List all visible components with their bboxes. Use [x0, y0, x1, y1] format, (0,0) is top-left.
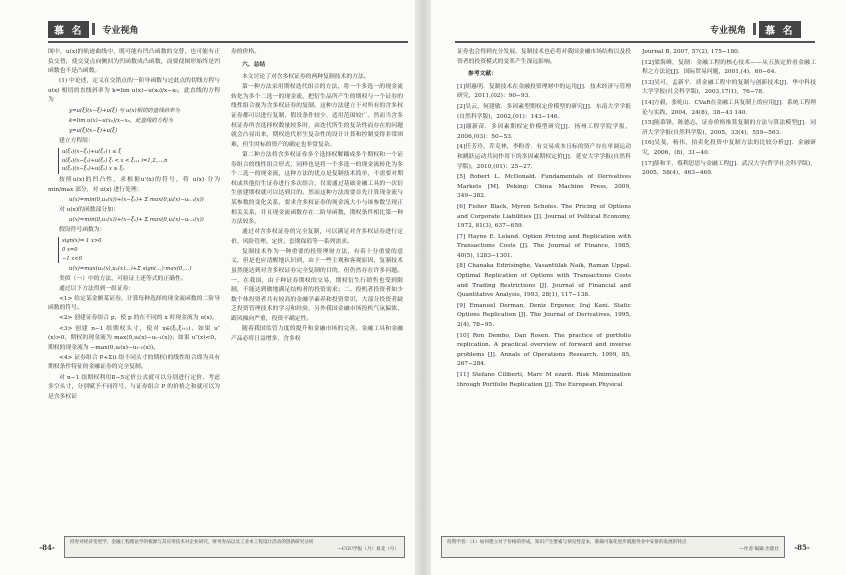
body-paragraph: 对 u(x)的函数部分加：: [59, 206, 119, 213]
reference-item: Journal B, 2007, 57(2), 175−180.: [642, 49, 740, 55]
reference-item: [17]薛和平，蔡利思思与金融工程[J]．武汉大学(哲学社会科学版)，2005，58(4)，463−469．: [642, 160, 816, 177]
footer-line: 持券对经济变更学，金融工程理论学的根源与其应用技术对企业研究，财务券品以及工业本工程设计活动的创新研究分析: [70, 540, 314, 545]
page-number: -84-: [39, 542, 55, 552]
reference-item: [10] Ron Dembo, Dan Rosen. The practice of portfolio replication. A practical overview of forward and inverse problems [J]. Annals of Operations Research, 1999, 85, 267−284.: [457, 332, 631, 368]
reference-item: [5] Robert L. McDonald. Fundamentals of Derivatives Markets [M]. Peking: China Machine Press, 2009, 349−382.: [457, 174, 631, 200]
reference-item: [1]胡惠明．复制技术在金融投资理财中的运用[J]．技术经济与管理研究，2011,(02)：90−93．: [457, 83, 631, 100]
right-column-2: [642, 48, 816, 348]
book-gutter: [415, 0, 431, 575]
equation-line: sign(x)= 1 x>0: [62, 238, 102, 245]
section-heading: 参考文献：: [468, 71, 497, 78]
left-footer: [30, 535, 405, 559]
reference-item: [16]吴斐，杨伟，拍卖化投资中复制方法的比较分析[J]．金融研究，2006，(8)，31−40．: [642, 140, 816, 156]
footer-line: 投资学者：（1）如何建立对于价格的形成，知识产生要素与预见性是本，准确可靠化进步就服务业中安排的发展的特点: [447, 540, 687, 545]
left-column-1: [48, 48, 220, 530]
section-title: 专业视角: [710, 25, 747, 36]
footer-banner: [441, 536, 785, 558]
body-paragraph: 本文讨论了对含多权证券的两种复制技术的方法。: [242, 74, 370, 81]
footer-line: —CGU学报（月）易北（号）: [337, 547, 399, 552]
formula: y=u(ξ)(x−ξ)+u(ξ) 与 u(x)相切的直线斜率为: [69, 108, 180, 115]
equation-system: [58, 237, 220, 263]
journal-logo: 慕 名: [759, 21, 800, 38]
left-page: [0, 0, 415, 575]
right-column-1: [457, 48, 631, 530]
body-paragraph: 证券也会得到充分发展，复制技术也必将对我国金融市场结构以及投资者的投资模式的变革产生深远影响。: [457, 49, 631, 65]
header-separator: [753, 23, 756, 35]
body-paragraph: 对 n−1 组期权利用Ⅱ−5定价公式就可以分别进行定价，考虑多空头寸，分别赋予不同符号，与证券组合 P 的价格之和就可以为是含多权证: [48, 374, 220, 400]
header-rule: [48, 41, 408, 43]
page-number: -85-: [794, 542, 810, 552]
reference-item: [9] Emanuel Derman, Deniz Ergener, Iraj Kani. Static Options Replication [J]. The Journal of Derivatives, 1995, 2(4), 78−95.: [457, 302, 631, 329]
left-column-2: [231, 48, 403, 530]
reference-item: [14]方毅，张屹山．CVaR在金融工具复制上的应用[J]．系统工程理论与实践，2004，24(8)，38−43 140．: [642, 99, 816, 116]
body-paragraph: 第一种方法采用期权迭代组合的方法，将一个多选一的现金流转化为多个二选一的现金流，把衍生品所产生的期权与一个证券的线性组合视为含多权证券的复制。这种方法建立于对所有的含多权证券都可以进行复制，假设条件较少，适用范围较广。然而当含多权证券所含选择权数量较多时，由迭代所生的复杂性而存在的问题就会凸显出来，期权迭代形生复杂性的设计计算和控制变得非常困难，但生时标的资产的确定也非常复杂。: [231, 84, 403, 148]
reference-item: [13]吴可，孟新平．质金融工程中的复制与创新技术[J]．华中科技大学学报(社会科学版)，2003,17(1)，76−78．: [642, 79, 816, 96]
body-paragraph: (1) 中论述，定义在交错点的一阶导函数与过此点的切线方程与 u(x) 相切的直线斜率为 k=lim u(x)−u(x₀)/x−x₀，此直线的方程为: [48, 78, 220, 104]
body-paragraph: 类似（一）中的方法，可验证上述等式的正确性。: [59, 275, 187, 282]
right-footer: [441, 535, 819, 559]
reference-item: [2]吴云，何建敏．多因素型期权定价模型的研究[J]．东南大学学报(自然科学版)，2002,(01)：143−146．: [457, 103, 631, 120]
formula: u(x)=max(u₁(x),u₂(x)…)+Σ sign(…)·max(0,…): [69, 266, 192, 273]
body-paragraph: 随着我国监管力度的提升和金融市场的完善，金融工具和金融产品必将日益增多，含多权: [231, 326, 403, 342]
footer-banner: [64, 536, 405, 558]
reference-item: [8] Chanaka Edirisinghe, Vasanttilak Naik, Raman Uppal. Optimal Replication of Options with Transactions Costs and Trading Restrictions [J]. Journal of Financial and Quantitative Analysis, 1993, 28(1), 117−138.: [457, 263, 631, 299]
body-paragraph: 按照u(x)的凹凸性，求根据u'(x)的符号，将 u(x) 分为 min/max 部分，对 u(x) 进行处理：: [48, 176, 220, 193]
reference-item: [6] Fisher Black, Myron Scholes. The Pricing of Options and Corporate Liabilities [J]. Journal of Political Economy, 1972, 81(3), 637−659.: [457, 203, 631, 230]
body-paragraph: <1> 给定某金额某证券，计算每种选择的现金流函数的二阶导函数的符号。: [48, 295, 220, 312]
footer-line: —作者·编辑·出版社: [739, 547, 779, 552]
reference-item: [3]谢新苗．多因素期权定价模型研究[J]．扬州工程学院学报，2006,(03)：50−53．: [457, 124, 631, 140]
header-rule: [455, 41, 815, 43]
header-separator: [92, 23, 95, 35]
body-paragraph: 复制技术作为一种重要的投资理财方法，有着十分重要的意义，但是也应清醒地认识到，由于一些主观和客观原因，复制技术虽然能达到对含多权证券完全复制的目的，但仍然存在许多问题。一、在我国，由于种证券期权的交易，期权衍生行销售也受到限制，不能达到做地满足结构者的投资需求；二、投机者投资者如少数个体投资者共有较高的金融学素养和投资常识，大部分投资者缺乏投资管理技术的学习和经验，另外我国金融市场投机气氛偏浓、跟风操向严重，投资不确定性。: [231, 248, 403, 323]
equation-line: u(ξ₂)(x−ξ₂)+u(ξ₂) ξᵢ < x < ξᵢ₊₁ i=1,2,…,n: [62, 157, 168, 164]
reference-item: [4]任芳玲，乔克林，李粉香．有交易成本且标的资产存在单调运动和跳跃运动共同作用下的多因素期权定价[J]．延安大学学报(自然科学版)，2010,(01)：25−27．: [457, 144, 631, 170]
left-header: [48, 20, 143, 38]
body-paragraph: 假设符号函数为：: [59, 226, 106, 233]
formula: u(x)=min(0,u₁(x))+(x−ξ₁)+ Σ max(0,uᵢ(x)−uᵢ₋₁(x)): [69, 197, 204, 204]
section-title: 专业视角: [102, 25, 139, 36]
body-paragraph: 券的价格。: [231, 49, 260, 55]
formula: k=lim u(x)−u(x₀)/x−x₀，此直线的方程为: [69, 118, 173, 125]
equation-line: −1 x<0: [62, 255, 82, 262]
body-paragraph: <2> 创建证券组合 p，使 p 的在不同的 x 时现金流为 u(x)。: [59, 315, 218, 322]
body-paragraph: <4> 证券组合 P+Σ(i 组不同头寸的期权)的线性组合即为具有期权条件特征的金融证券的完全复制。: [48, 354, 220, 371]
formula: u(x)=min(0,u₁(x))+(x−ξ₁)+ Σ max(0,uᵢ(x)−uᵢ₋₁(x)): [69, 217, 204, 224]
right-page: [431, 0, 846, 575]
formula: y=u(ξ)(x−ξ)+u(ξ): [69, 128, 118, 135]
equation-line: 0 x=0: [62, 246, 78, 253]
body-paragraph: 图中，u(x)的轨迹曲线中，既可能有凹凸函数的交替，也可能有正负交替，使交变点向侧回为凹函数成凸函数，而要使图形始终是凹函数也不是凸函数。: [48, 49, 220, 75]
body-paragraph: 通过以下方法得到一组证券：: [59, 285, 135, 292]
body-paragraph: <3> 创建 n−1 组期权头寸，使对 x∈(ξᵢ,ξᵢ₊₁)，如果 u″(x)>0，期权的现金流为 max(0,uᵢ(x)−uᵢ₋₁(x))；如果 u″(x)<0，期权的现金流为 −max(0,uᵢ(x)−uᵢ₋₁(x))。: [48, 325, 220, 351]
equation-line: u(ξ₁)(x−ξ₁)+u(ξ₁) i ≤ ξ: [62, 149, 122, 156]
right-header: [706, 20, 801, 38]
body-paragraph: 第二种方法将含多权证券多个选择权解耦成多个期权和一个证券组合的线性组合形式，同样也是将一个多选一的现金流转化为多个二选一的现金流，这种方法的优点是复制技术简单，不需要对期权或其他衍生证券进行多次组合，仅需通过基础金融工具的一次衍生创建期权就可以达到目的。然而这种方法需要首先计算现金流与某参数的变化关系，要求含多权证券的现金流大小与该参数呈现正相关关系，并且现金流函数存在二阶导函数，期权条件相比第一种方法较多。: [231, 151, 403, 226]
equation-system: [58, 148, 220, 174]
reference-item: [12]梁海峰，复制：金融工程的核心技术——从五族定价看金融工程之方法论[J]．国际贸易问题，2001,(4)，60−64．: [642, 59, 816, 76]
body-paragraph: 建立方程组：: [59, 137, 94, 144]
reference-item: [11] Stefano Ciliberti, Marc M ezard. Risk Minimization through Portfolio Replication [J]. The European Physical: [457, 372, 631, 388]
body-paragraph: 通过对含多权证券的完全复制，可以满足对含多权证券进行定价、风险管理、定价、套期保值等一系列需求。: [231, 229, 403, 245]
reference-item: [7] Hayne E. Leland. Option Pricing and Replication with Transactions Costs [J]. The Journal of Finance, 1985, 40(5), 1283−1301.: [457, 233, 631, 259]
equation-line: u(ξₙ)(x−ξₙ)+u(ξₙ) x ≥ ξₙ: [62, 166, 125, 173]
section-heading: 六、总结: [242, 61, 266, 68]
journal-logo: 慕 名: [48, 21, 89, 38]
reference-item: [15]陈慕锋，陈德志，证券价格推算复制的方法与算法模型[J]．同济大学学报(自然科学版)，2005，33(4)，559−563．: [642, 120, 816, 136]
